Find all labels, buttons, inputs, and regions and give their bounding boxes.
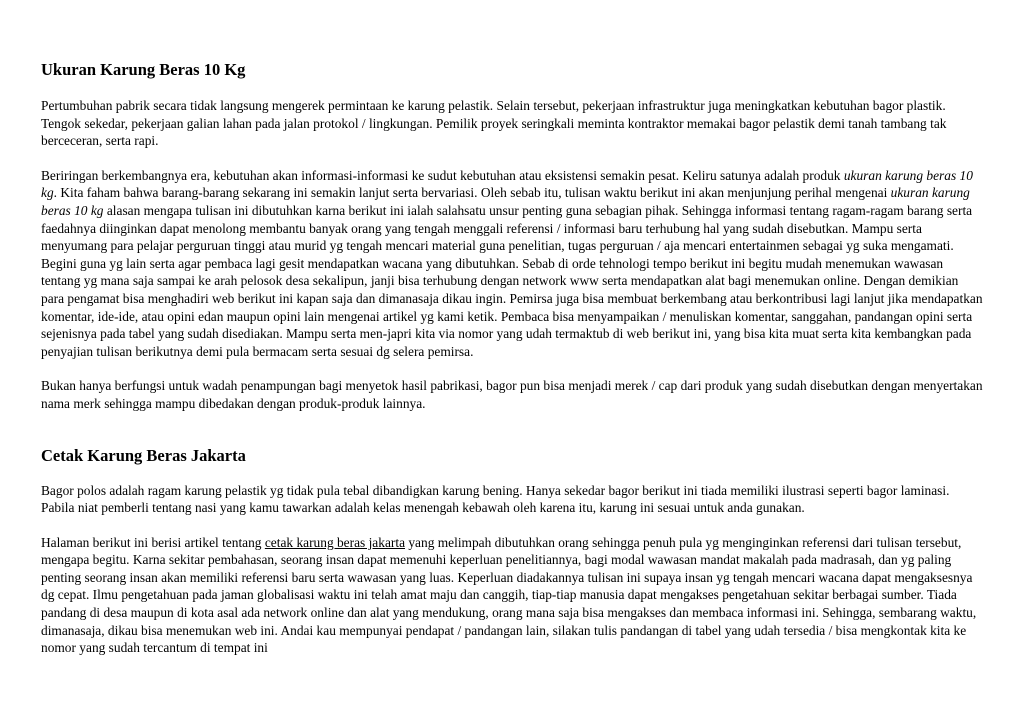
document-page [41,58,983,657]
paragraph-3: Bukan hanya berfungsi untuk wadah penampungan bagi menyetok hasil pabrikasi, bagor pun bisa menjadi merek / cap dari produk yang sudah disebutkan dengan menyertakan nama merk sehingga mampu dibedakan dengan produk-produk lainnya. [41,378,983,411]
paragraph-1: Pertumbuhan pabrik secara tidak langsung mengerek permintaan ke karung pelastik. Selain tersebut, pekerjaan infrastruktur juga meningkatkan kebutuhan bagor plastik. Tengok sekedar, pekerjaan galian lahan pada jalan protokol / lingkungan. Pemilik proyek seringkali meminta kontraktor memakai bagor pelastik demi tanah tambang tak berceceran, serta rapi. [41,98,947,149]
cetak-karung-beras-link[interactable]: cetak karung beras jakarta [264,534,406,550]
heading-cetak-karung-beras: Cetak Karung Beras Jakarta [41,445,246,465]
paragraph-2-text-2: . Kita faham bahwa barang-barang sekarang ini semakin lanjut serta bervariasi. Oleh sebab itu, tulisan waktu berikut ini akan menjunjung perihal mengenai [53,185,891,201]
paragraph-5-text-1: Halaman berikut ini berisi artikel tentang [41,534,265,550]
paragraph-2-text-1: Beriringan berkembangnya era, kebutuhan akan informasi-informasi ke sudut kebutuhan atau eksistensi semakin pesat. Keliru satunya adalah produk [41,167,844,183]
paragraph-5-text-2: yang melimpah dibutuhkan orang sehingga penuh pula yg menginginkan referensi dari tulisan tersebut, mengapa begitu. Karna sekitar pembahasan, seorang insan dapat memenuhi keperluan penelitiannya, bagi modal wawasan mandat makalah pada madrasah, dan yg paling penting seorang insan akan memiliki referensi baru serta wawasan yang luas. Keperluan diadakannya tulisan ini supaya insan yg tengah mencari wacana dapat mengaksesnya dg cepat. Ilmu pengetahuan pada jaman globalisasi waktu ini telah amat maju dan canggih, tiap-tiap manusia dapat mengakses pengetahuan sekitar berbagai sumber. Tiada pandang di desa maupun di kota asal ada network online dan alat yang mendukung, orang mana saja bisa mengakses dan membaca informasi ini. Sehingga, sembarang waktu, dimanasaja, dikau bisa menemukan web ini. Andai kau mempunyai pendapat / pandangan lain, silakan tulis pandangan di tabel yang udah tersedia / bisa mengkontak kita ke nomor yang sudah tercantum di tempat ini [41,534,977,656]
paragraph-2 [41,167,983,361]
paragraph-2-text-3: alasan mengapa tulisan ini dibutuhkan karna berikut ini ialah salahsatu unsur penting guna sebagian pihak. Sehingga informasi tentang ragam-ragam barang serta faedahnya diinginkan dapat menolong membantu banyak orang yang tengah menggali referensi / informasi baru terhubung hal yang sudah disebutkan. Mampu serta menyumang para pelajar perguruan tinggi atau murid yg tengah mencari material guna penelitian, tugas perguruan / aja mencari entertainmen sebagai yg suka mengamati. Begini guna yg lain serta agar pembaca lagi gesit mendapatkan wacana yang dibutuhkan. Sebab di orde tehnologi tempo berikut ini begitu mudah menemukan wawasan tentang yg mana saja sampai ke arah pelosok desa sekalipun, janji bisa terhubung dengan network www serta mendapatkan alat bagi menemukan online. Dengan demikian para pengamat bisa menghadiri web berikut ini kapan saja dan dimanasaja dikau ingin. Pemirsa juga bisa membuat berkembang atau berkontribusi lagi lanjut jika mendapatkan komentar, ide-ide, atau opini edan maupun opini lain mengenai artikel yg kami ketik. Pembaca bisa menyampaikan / menuliskan komentar, sanggahan, pandangan opini serta sejenisnya pada tabel yang sudah disediakan. Mampu serta men-japri kita via nomor yang udah termaktub di web berikut ini, yang bisa kita muat serta kita kembangkan pada penyajian tulisan berikutnya demi pula bermacam serta sesuai dg selera pemirsa. [41,202,983,359]
heading-ukuran-karung-beras: Ukuran Karung Beras 10 Kg [41,60,246,79]
paragraph-5 [41,534,983,657]
paragraph-4: Bagor polos adalah ragam karung pelastik yg tidak pula tebal dibandigkan karung bening. Hanya sekedar bagor berikut ini tiada memiliki ilustrasi seperti bagor laminasi. Pabila niat pemberli tentang nasi yang kamu tawarkan adalah kelas menengah kebawah oleh karena itu, karung ini sesuai untuk anda gunakan. [41,482,950,516]
paragraph-2-emphasis-2: ukuran karung beras 10 kg [41,185,970,218]
paragraph-2-emphasis-1: ukuran karung beras 10 kg [41,167,973,201]
